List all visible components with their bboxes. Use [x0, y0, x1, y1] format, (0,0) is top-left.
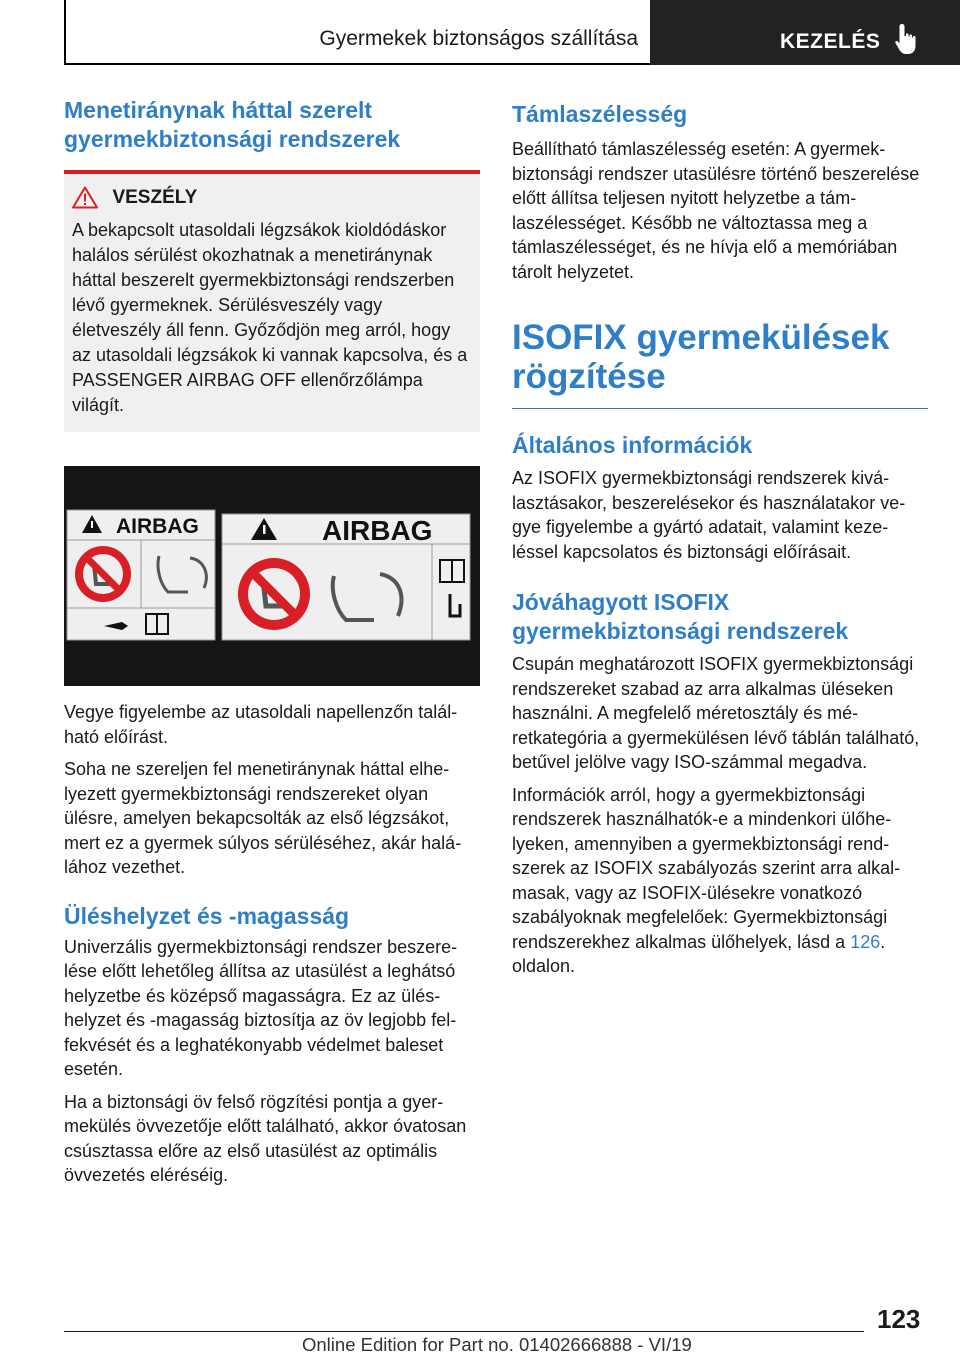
section-heading: Általános információk — [512, 432, 753, 458]
right-column — [512, 96, 928, 987]
paragraph-text: Információk arról, hogy a gyermekbiztonsági rendszerek használhatók-e a mindenkori ülőhelyeken, amennyiben a gyermekbiztonsági rendszerek az ISOFIX szabályozás szerint arra alkalmasak, vagy az ISOFIX-ülésekre vonatkozó szabályoknak megfelelőek: Gyermekbiztonsági rendszerekhez alkalmas ülőhelyek, lásd a — [512, 784, 901, 952]
airbag-label-large: AIRBAG — [322, 515, 433, 546]
airbag-sticker-illustration — [64, 466, 480, 686]
paragraph: Ha a biztonsági öv felső rögzítési pontja a gyermekülés övvezetője előtt található, akkor óvatosan csúsztassa előre az első utasülést az optimális övvezetés eléréséig. — [64, 1091, 467, 1185]
chapter-title: ISOFIX gyermekülések rögzítése — [512, 318, 890, 396]
page-reference-link[interactable]: 126 — [850, 931, 881, 952]
edition-note: Online Edition for Part no. 01402666888 - VI/19 — [302, 1334, 692, 1355]
danger-box — [64, 170, 480, 432]
section-heading: Üléshelyzet és -magasság — [64, 902, 350, 929]
paragraph: Az ISOFIX gyermekbiztonsági rendszerek kiválasztásakor, beszerelésekor és használatakor vegye figyelembe a gyártó adatait, valamint kezeléssel kapcsolatos és biztonsági előírásait. — [512, 468, 906, 562]
danger-header — [64, 186, 480, 212]
section-heading: Támlaszélesség — [512, 101, 688, 127]
paragraph: Soha ne szereljen fel menetiránynak háttal elhelyezett gyermekbiztonsági rendszereket olyan ülésre, amelyen bekapcsolták az első légzsákot, mert ez a gyermek súlyos sérüléséhez, akár halálához vezethet. — [64, 759, 462, 877]
paragraph — [512, 783, 928, 979]
footer-rule — [64, 1331, 864, 1332]
paragraph: Csupán meghatározott ISOFIX gyermekbiztonsági rendszereket szabad az arra alkalmas üléseken használni. A megfelelő méretosztály és méretkategória a gyermekülésen lévő táblán található, betűvel jelölve vagy ISO-számmal megadva. — [512, 654, 920, 772]
paragraph: Vegye figyelembe az utasoldali napellenzőn található előírást. — [64, 702, 458, 747]
airbag-label-small: AIRBAG — [116, 515, 199, 538]
section-heading: Menetiránynak háttal szerelt gyermekbiztonsági rendszerek — [64, 97, 401, 152]
airbag-label-photo — [64, 466, 480, 686]
left-column — [64, 96, 480, 1185]
danger-title: VESZÉLY — [112, 186, 198, 208]
header-section — [64, 0, 650, 62]
warning-triangle-icon — [72, 186, 98, 209]
chapter-tab-label: KEZELÉS — [780, 30, 881, 53]
paragraph: Beállítható támlaszélesség esetén: A gyermekbiztonsági rendszer utasülésre történő beszerelése előtt állítsa teljesen nyitott helyzetbe a támlaszélességet. Később ne változtassa meg a támlaszélességet, és ne hívja elő a memóriában tárolt helyzetet. — [512, 139, 920, 282]
section-title: Gyermekek biztonságos szállítása — [319, 27, 638, 51]
danger-text: A bekapcsolt utasoldali légzsákok kioldódáskor halálos sérülést okozhatnak a menetiránynak háttal beszerelt gyermekbiztonsági rendszerben lévő gyermeknek. Sérülésveszély vagy életveszély áll fenn. Győződjön meg arról, hogy az utasoldali légzsákok ki vannak kapcsolva, és a PASSENGER AIRBAG OFF ellenőrzőlámpa világít. — [72, 220, 468, 415]
header-rule-bottom — [64, 63, 650, 65]
left-body — [64, 700, 480, 1196]
hand-pointer-icon — [893, 22, 923, 56]
section-heading: Jóváhagyott ISOFIX gyermekbiztonsági rendszerek — [512, 589, 849, 644]
chapter-rule — [512, 408, 928, 409]
page-number: 123 — [877, 1304, 921, 1334]
paragraph: Univerzális gyermekbiztonsági rendszer beszerelése előtt lehetőleg állítsa az utasülést a leghátsó helyzetbe és középső magasságra. Ez az üléshelyzet és -magasság biztosítja az öv legjobb felfekvését és a leghatékonyabb védelmet baleset esetén. — [64, 936, 458, 1079]
paragraph-text: . oldalon. — [512, 931, 886, 976]
